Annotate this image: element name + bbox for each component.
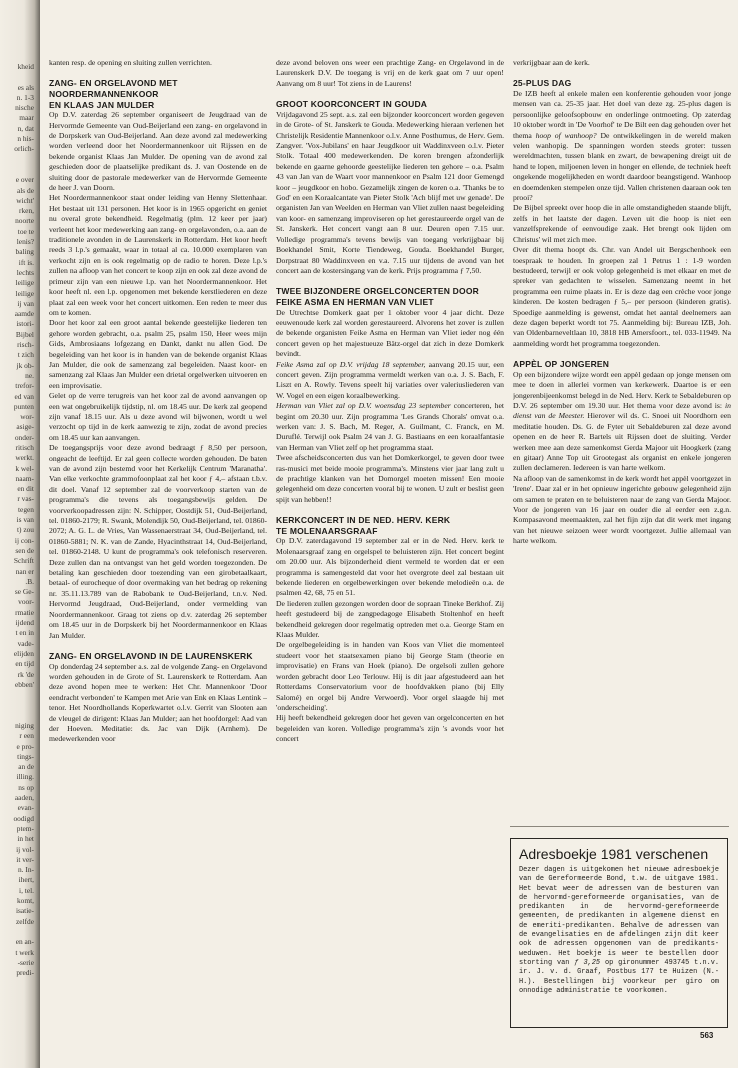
article-paragraph: Vrijdagavond 25 sept. a.s. zal een bijzonder koorconcert worden gegeven in de Grote- of St. Janskerk te Gouda. Medewerking hieraan verlenen het Christelijk Residentie Mannenkoor o.l.v. Anne Posthumus, de Herv. Gem. Zangver. 'Vox-Jubilans' en haar Jeugdkoor uit Waddinxveen o.l.v. Pieter Stolk. Totaal 400 medewerkenden. De koren brengen afzonderlijk bekende en gaarne gehoorde geestelijke liederen ten gehore – o.a. Psalm 43 van Jan van de Waart voor mannenkoor en Psalm 121 door Gemengd koor – jeugdkoor en hobo. Gezamelijk zingen de koren o.a. 'Thanks be to God' en een Koraalcantate van Pieter Stolk 'Ach blijf met uw genade'. De organisten Jan van Weelden en Herman van Vliet zullen naast begeleiding van koor- en samenzang improviseren op het gerestaureerde orgel van de St. Janskerk. Het concert vangt aan 8 uur. Deuren open 7.15 uur. Volledige programma's tevens bewijs van toegang verkrijgbaar bij Boekhandel Smit, Korte Tiendeweg, Gouda. Boekhandel Burger, Dorpstraat 80 Waddinxveen en v.a. 7.15 uur tijdens de avond van het concert aan de kostersingang van de kerk. Prijs programma ƒ 7,50. [276,109,504,275]
paragraph-text: aanvang 20.15 uur, een concert geven. Zijn programma vermeldt werken van o.a. J. S. Bach, F. Liszt en A. Rowly. Tevens speelt hij variaties over valeriusliederen van W. Vogel en een eigen koraalbewerking. [276,359,504,400]
previous-page-column-fragment [0,62,34,1002]
fragment-line: baling [15,247,34,257]
fragment-line: e pro- [16,741,34,751]
fragment-line: ne. [25,370,34,380]
fragment-line: onder- [14,432,34,442]
fragment-line: oodigd [13,813,34,823]
fragment-line: is van [16,515,34,525]
article-heading [276,286,504,307]
article-paragraph: Na afloop van de samenkomst in de kerk wordt het appèl voortgezet in 'Irene'. Daar zal er in het opnieuw ingerichte gebouw gelegenheid zijn om samen te praten en te beluisteren naar de zang van Gerda Majoor. Voor de jongeren van 16 jaar en ouder die al eerder een z.g.n. Kompasavond meemaakten, zal het fijn zijn dat dit werk met ingang van het nieuwe seizoen weer wordt voortgezet. Jullie allemaal van harte welkom. [513,473,731,546]
column-intro: kanten resp. de opening en sluiting zullen verrichten. [49,58,212,67]
article-paragraph: Het Noordermannenkoor staat onder leiding van Henny Slettenhaar. Het bestaat uit 131 personen. Het koor is in 1965 opgericht en geniet nu overal grote bekendheid. Regelmatig (plm. 12 keer per jaar) verleent het koor medewerking aan zang- en orgelavonden, o.a. aan de traditionele avonden in de Laurenskerk in Rotterdam. Het koor heeft reeds 3 l.p.'s gemaakt, waar in totaal al ca. 10.000 exemplaren van verkocht zijn en is ook regelmatig op de radio te horen. Deze l.p.'s zullen na afloop van het concert te koop zijn en ook zal deze avond de primeur zijn van een nieuwe l.p. van het Noordermannenkoor. Het koor heeft nl. een l.p. opgenomen met bekende kerstliederen en deze plaat zal een week voor het concert uitkomen. Een reden te meer dus om te komen. [49,193,267,317]
article-paragraph: Twee afscheidsconcerten dus van het Domkerkorgel, te geven door twee ras-musici met beide mooie programma's. Minstens vier jaar lang zult u de prachtige klanken van het Domorgel moeten missen! Een mooie gelegenheid om deze concerten vooral bij te wonen. U zult er beslist geen spijt van hebben!! [276,453,504,504]
fragment-line: i, tel. [19,885,34,895]
fragment-line: in het [17,834,34,844]
article-heading [49,78,267,110]
fragment-line: ritisch [15,442,34,452]
fragment-line: t) zou [16,525,34,535]
fragment-line: e over [15,175,34,185]
fragment-line: -serie [17,957,34,967]
fragment-line: isatie- [15,906,34,916]
article-heading [276,515,504,536]
article-paragraph: Gelet op de verre terugreis van het koor zal de avond aanvangen op een wat ongebruikelijk tijdstip, nl. om 18.45 uur. De kerk zal geopend zijn vanaf 18.15 uur. Als u deze avond wil bijwonen, wordt u wel verzocht op tijd in de kerk aanwezig te zijn, zodat de avond precies om 18.45 uur kan aanvangen. [49,391,267,442]
fragment-line: ij vol- [16,844,34,854]
fragment-line: ns op [18,782,34,792]
fragment-line [0,690,34,700]
article-paragraph: Hij heeft bekendheid gekregen door het geven van orgelconcerten en het begeleiden van koren. Volledige programma's zijn 's avonds voor het concert [276,713,504,744]
paragraph-text: Op een bijzondere wijze wordt een appèl gedaan op jonge mensen om mee te doen in allerlei vormen van kerkewerk. Daartoe is er een jongerenbijeenkomst belegd in de Ned. Herv. Kerk te Sebaldeburen op D.V. 26 september om 19.30 uur. Het thema voor deze avond is: [513,369,731,410]
fragment-line: ptem- [16,823,34,833]
fragment-line [0,711,34,721]
fragment-line: predi- [16,968,34,978]
paragraph-text: Hierover wil ds. C. Snoei uit Noordhorn een meditatie houden. Ds. G. de Fyter uit Sebaldeburen zal deze avond openen en de heer R. Bartels uit Rijssen doet de sluiting. Verder werken mee aan deze samenkomst Gerda Majoor uit Hoogkerk (zang en gitaar) Anne Top uit Grootegast als organist en enkele jongeren zullen declameren. Iedereen is van harte welkom. [513,411,731,473]
notice-text: op gironummer 493745 t.n.v. ir. J. v. d. Graaf, Postbus 177 te Huizen (N.-H.). Bestellingen bij voorkeur per giro om onnodige administratie te voorkomen. [519,958,719,995]
article-heading: APPÈL OP JONGEREN [513,359,610,370]
fragment-line: t en in [15,628,34,638]
fragment-line: k wel- [15,463,34,473]
article-paragraph: De orgelbegeleiding is in handen van Koos van Vliet die momenteel studeert voor het staatsexamen piano bij George Stam (theorie en improvisatie) en Frans van Hoek (piano). De orgelsoli zullen gehore worden gebracht door Leo Terlouw. Hij is dit jaar afgestudeerd aan het Rotterdams Conservatorium voor de hoofdvakken piano (bij Elly Salomé) en orgel bij Andre Verwoerd). Voor orgel slaagde hij met 'onderscheiding'. [276,640,504,712]
fragment-line: t zich [17,350,34,360]
article-paragraph [276,401,504,453]
fragment-line: voor- [18,597,34,607]
fragment-line [0,155,34,165]
article-paragraph: Op D.V. zaterdagavond 19 september zal er in de Ned. Herv. kerk te Molenaarsgraaf zang en orgelspel te beluisteren zijn. Het concert begint om 20.00 uur. Als bijzonderheid dient vermeld te worden dat er een programma is samengesteld dat voor het overgrote deel zal bestaan uit bekende liederen en orgelbewerkingen over bekende melodieën o.a. de psalmen 42, 68, 75 en 51. [276,536,504,598]
article-paragraph: Door het koor zal een groot aantal bekende geestelijke liederen ten gehore worden gebracht, o.a. psalm 25, psalm 150, Heer wees mijn Gids, Ambrosiaans lofgezang en Dankt, dankt nu allen God. De begeleiding van het koor is in handen van de bekende organist Klaas Jan Mulder, die ook de samenzang zal begeleiden. Naast koor- en samenzang zal Klaas Jan Mulder een drietal orgelwerken uitvoeren en een improvisatie. [49,318,267,390]
fragment-line: toe te [17,226,34,236]
article-heading: ZANG- EN ORGELAVOND IN DE LAURENSKERK [49,650,253,661]
fragment-line: orlich- [14,144,34,154]
fragment-line: tings- [17,751,34,761]
fragment-line: asige- [16,422,34,432]
fragment-line: aamde [14,309,34,319]
fragment-line: noorte [15,216,34,226]
fragment-line: ebben' [15,679,34,689]
fragment-line: sen de [15,545,34,555]
fragment-line: n, dat [17,123,34,133]
fragment-line: ij van [17,298,34,308]
fragment-line: wicht' [16,195,34,205]
fragment-line: en tijd [15,659,34,669]
fragment-line: komt, [16,896,34,906]
notice-text: Dezer dagen is uitgekomen het nieuwe adresboekje van de Gereformeerde Bond, t.w. de uitgave 1981. Het bevat weer de adressen van de besturen van de hervormd-gereformeerde organisaties, van de predikanten in de hervormd-gereformeerde gemeenten, de predikanten in algemene dienst en de emeriti-predikanten. Behalve de adressen van de evangelisaties en de afdelingen zijn dit keer ook de adressen opgenomen van de predikants-weduwen. Het boekje is weer te bestellen door storting van [519,866,719,967]
heading-line: TWEE BIJZONDERE ORGELCONCERTEN DOOR [276,286,479,297]
fragment-line: ed van [14,391,34,401]
article-heading: 25-PLUS DAG [513,78,572,89]
fragment-line: als de [16,185,34,195]
fragment-line: .B. [25,576,34,586]
fragment-line: risch- [17,340,34,350]
fragment-line: evan- [17,803,34,813]
fragment-line: nische [15,103,34,113]
fragment-line: ihert, [18,875,34,885]
paragraph-text: De IZB heeft al enkele malen een konferentie gehouden voor jonge mensen van ca. 25-35 jaar. Het doel van deze zg. 25-plus dagen is persoonlijke geloofsopbouw en onderlinge ontmoeting. Op zaterdag 10 oktober wordt in 'De Voorhof' te De Bilt een dag gehouden over het thema [513,89,731,140]
column-middle [276,58,504,1048]
fragment-line: an de [18,762,34,772]
fragment-line: en an- [15,937,34,947]
page-number: 563 [700,1031,714,1040]
italic-phrase: hoop of wanhoop? [535,130,597,140]
fragment-line: rmatie [15,607,34,617]
divider [510,826,729,827]
fragment-line: aaden, [14,793,34,803]
fragment-line [0,72,34,82]
fragment-line: niging [15,721,34,730]
notice-title: Adresboekje 1981 verschenen [519,846,709,862]
fragment-line: leilige [15,278,34,288]
heading-line: KERKCONCERT IN DE NED. HERV. KERK [276,515,451,526]
fragment-line: werkt. [15,453,34,463]
article-heading: GROOT KOORCONCERT IN GOUDA [276,99,428,110]
fragment-line: vade- [17,638,34,648]
article-paragraph: De toegangsprijs voor deze avond bedraagt ƒ 8,50 per persoon, ongeacht de leeftijd. Er zal geen collecte worden gehouden. De baten van de avond zijn bestemd voor het Kerkelijk Centrum 'Maranatha'. Van elke verkochte grammofoonplaat zal het koor ƒ 4,– afstaan t.b.v. dit doel. Vanaf 12 september zal de voorverkoop starten van de programma's die tevens als toegangsbewijs gelden. De voorverkoopadressen zijn: N. Schipper, Oostdijk 51, Oud-Beijerland, tel. 01860-2179; R. Swank, Molendijk 50, Oud-Beijerland, tel. 01860-2072; A. G. L. de Vries, Van Wassenaerstraat 34, Oud-Beijerland, tel. 01860-5881; N. K. van de Zande, Hyacinthstraat 14, Oud-Beijerland, tel. 01860-2148. U kunt de programma's ook telefonisch reserveren. Deze zullen dan na ontvangst van het geld worden toegezonden. De betaling kan geschieden door toezending van een girobetaalkaart, betaal- of eurocheque of door overmaking van het bedrag op rekening nr. 35.11.13.789 van de Rabobank te Oud-Beijerland, t.n.v. Ned. Hervormd Jeugdraad, Oud-Beijerland, onder vermelding van Noordermannenkoor. Graag tot ziens op d.v. zaterdag 26 september om 18.45 uur in de Dorpskerk bij het Noordermannenkoor en Klaas Jan Mulder. [49,443,267,640]
fragment-line: ijdend [15,618,34,628]
article-paragraph [276,360,504,402]
fragment-line: ift is. [18,257,34,267]
notice-box [510,838,728,1028]
column-right [513,58,731,828]
article-paragraph: De Utrechtse Domkerk gaat per 1 oktober voor 4 jaar dicht. Deze eeuwenoude kerk zal worden gerestaureerd. Alvorens het zover is zullen de bekende organisten Feike Asma en Herman van Vliet ieder nog één concert geven op het majestueuze Bätz-orgel dat zich in deze Domkerk bevindt. [276,307,504,359]
article-paragraph: Op donderdag 24 september a.s. zal de volgende Zang- en Orgelavond worden gehouden in de Grote of St. Laurenskerk te Rotterdam. Aan deze avond hopen mee te werken: Het Chr. Mannenkoor 'Door eendracht verbonden' te Kampen met Arie van Enk en Klaas Lentink – tenor. Het Noordhollands Koperkwartet o.l.v. Gerrit van Slooten aan de vleugel de dirigent: Klaas Jan Mulder; aan het hoofdorgel: Aad van der Hoeven. Meditatie: ds. Jac van Dijk (Arnhem). De medewerkenden voor [49,661,267,744]
fragment-line: t werk [15,947,34,957]
paragraph-text: De ontwikkelingen in de wereld maken velen wanhopig. De spanningen worden steeds groter: tussen wereldmachten, tussen blank en zwart, de bewapening dreigt uit de hand te lopen, miljoenen leven in honger en ellende, de techniek heeft ongekende mogelijkheden en wordt daardoor beangstigend. Wanhoop en doemdenken stempelen onze tijd. Vallen christenen daaraan ook ten prooi? [513,130,731,203]
fragment-line: naam- [15,473,34,483]
fragment-line: rk 'de [17,669,34,679]
fragment-line: se Ge- [14,587,34,597]
notice-body [519,866,719,996]
fragment-line [0,700,34,710]
fragment-line: elijden [13,648,34,658]
article-paragraph: De Bijbel spreekt over hoop die in alle omstandigheden staande blijft, zelfs in het laatste der dagen. Leven uit die hoop is niet een vanzelfsprekende of eenvoudige zaak. Het brengt ook lijden om Christus' wil met zich mee. [513,203,731,244]
fragment-line: punten [13,401,34,411]
column-intro: verkrijgbaar aan de kerk. [513,58,590,67]
column-left [49,58,267,1048]
fragment-line: rken, [19,206,34,216]
fragment-line: Schrift [13,556,34,566]
fragment-line: zelfde [15,916,34,926]
italic-phrase: Herman van Vliet zal op D.V. woensdag 23 september [276,401,451,411]
fragment-line: n. In- [17,865,34,875]
fragment-line: leilige [15,288,34,298]
fragment-line: n his- [17,134,34,144]
fragment-line: jk ob- [16,360,34,370]
fragment-line: ij con- [14,535,34,545]
fragment-line: r vas- [17,494,34,504]
heading-line: ZANG- EN ORGELAVOND MET NOORDERMANNENKOOR [49,78,178,99]
fragment-line: n. 1-3 [16,92,34,102]
heading-line: FEIKE ASMA EN HERMAN VAN VLIET [276,296,434,307]
fragment-line: tegen [17,504,34,514]
fragment-line: lechts [16,267,34,277]
article-paragraph: De liederen zullen gezongen worden door de sopraan Tineke Berkhof. Zij heeft gestudeerd bij de zangpedagoge Elisabeth Stoltenhof en heeft bekendheid gekregen door regelmatig optreden met o.a. George Stam en Klaas Mulder. [276,598,504,640]
paragraph-text: concerteren, het begint om 20.30 uur. Zijn programma 'Les Grands Chorals' omvat o.a. werken van: J. S. Bach, M. Reger, A. Guilmant, C. Franck, en M. Duruflé. Terwijl ook Psalm 24 van J. G. Bastiaans en een koraalfantasie van Herman van Vliet zelf op het programma staat. [276,401,504,452]
article-paragraph [513,89,731,203]
article-paragraph: Op D.V. zaterdag 26 september organiseert de Jeugdraad van de Hervormde Gemeente van Oud-Beijerland een zang- en orgelavond in de Dorpskerk van Oud-Beijerland. Aan deze avond zal medewerking worden verleend door het Noordermannenkoor uit Rijssen en de bekende organist Klaas Jan Mulder. De opening van de avond zal geschieden door de plaatselijke predikant ds. J. van Oostende en de sluiting door de pastorale medewerker van de Hervormde Gemeente de heer J. van Doorn. [49,110,267,193]
fragment-line: es als [17,82,34,92]
fragment-line: trefor- [15,381,34,391]
article-paragraph: Over dit thema hoopt ds. Chr. van Andel uit Bergschenhoek een toespraak te houden. In groepen zal 1 Petrus 1 : 1-9 worden bestudeerd, terwijl er ook volop gelegenheid is met elkaar en met de spreker van gedachten te wisselen. Samenzang neemt in het programma een ruime plaats in. Er is deze dag een crèche voor jonge kinderen. De kosten bedragen ƒ 5,– per persoon (kinderen gratis). Spoedige aanmelding is gewenst, omdat het aantal deelnemers aan deze dagen beperkt wordt tot 75. Aanmelding bij: Bureau IZB, Joh. van Oldenbarneveltlaan 10, 3818 HB Amersfoort., tel. 033-11949. Na aanmelding wordt het programma toegezonden. [513,245,731,348]
italic-phrase: in dienst van de Meester. [513,400,731,421]
fragment-line: nan er [15,566,34,576]
fragment-line: r een [19,731,34,741]
heading-line: EN KLAAS JAN MULDER [49,99,155,110]
fragment-line: lenis? [16,237,34,247]
fragment-line: istori- [16,319,34,329]
fragment-line [0,165,34,175]
article-paragraph [513,370,731,474]
italic-phrase: Feike Asma zal op D.V. vrijdag 18 september, [276,359,426,369]
fragment-line: it ver- [16,854,34,864]
heading-line: TE MOLENAARSGRAAF [276,525,378,536]
fragment-line: wor- [20,412,34,422]
notice-price: ƒ 3,25 [574,958,600,967]
fragment-line: kheid [17,62,34,71]
fragment-line: illing. [16,772,34,782]
fragment-line: Bijbel [15,329,34,339]
fragment-line [0,927,34,937]
fragment-line: en dit [17,484,34,494]
column-intro: deze avond beloven ons weer een prachtige Zang- en Orgelavond in de Laurenskerk D.V. De toegang is vrij en de kerk gaat om 7 uur open! Aanvang om 8 uur! Tot ziens in de Laurens! [276,58,504,88]
fragment-line: maar [19,113,34,123]
